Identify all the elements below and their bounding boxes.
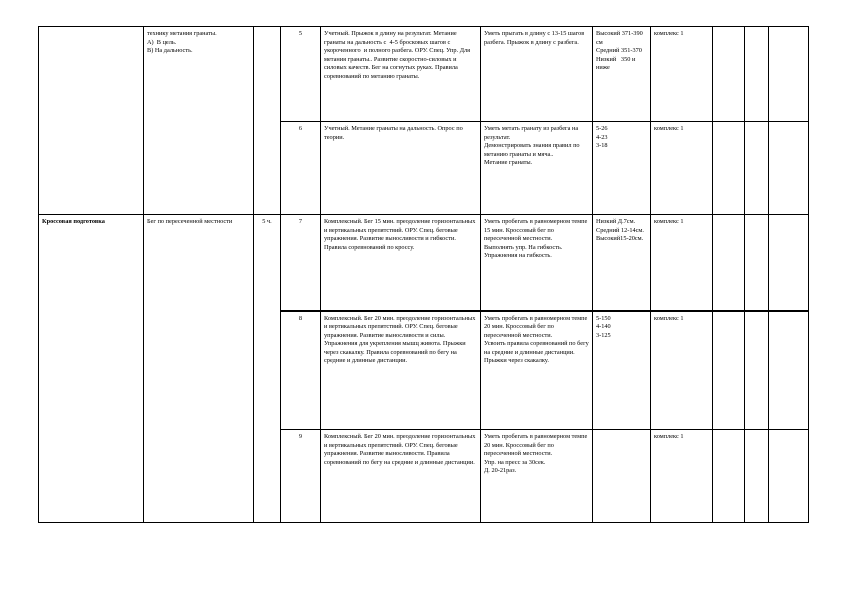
table-row (39, 215, 809, 311)
lesson-number-cell: 7 (281, 215, 321, 311)
control-cell: комплекс 1 (651, 430, 713, 523)
empty-cell (713, 122, 745, 215)
requirements-cell: Уметь прыгать в длину с 13-15 шагов разбега. Прыжок в длину с разбега. (481, 27, 593, 122)
topic-cell: Бег по пересеченной местности (144, 215, 254, 523)
control-cell: комплекс 1 (651, 27, 713, 122)
section-cell (39, 27, 144, 215)
lesson-number-cell: 6 (281, 122, 321, 215)
empty-cell (713, 215, 745, 311)
lesson-number-cell: 8 (281, 311, 321, 430)
lesson-content-cell: Комплексный. Бег 20 мин. преодоление горизонтальных и вертикальных препятствий. ОРУ. Спец. беговые упражнения. Развитие выносливости и силы. Упражнения для укрепления мышц живота. Прыжки через скакалку. Правила соревнований по бегу на средние и длинные дистанции. (321, 311, 481, 430)
lesson-plan-table (38, 26, 809, 523)
empty-cell (745, 27, 769, 122)
norms-cell: 5-26 4-23 3-18 (593, 122, 651, 215)
requirements-cell: Уметь пробегать в равномерном темпе 15 мин. Кроссовый бег по пересеченной местности. Выполнять упр. На гибкость. Упражнения на гибкость. (481, 215, 593, 311)
empty-cell (713, 311, 745, 430)
norms-cell: Высокий 371-390 см Средний 351-370 Низкий 350 и ниже (593, 27, 651, 122)
empty-cell (769, 430, 809, 523)
empty-cell (745, 215, 769, 311)
lesson-content-cell: Учетный. Метание гранаты на дальность. Опрос по теории. (321, 122, 481, 215)
lesson-number-cell: 5 (281, 27, 321, 122)
empty-cell (745, 122, 769, 215)
empty-cell (745, 430, 769, 523)
requirements-cell: Уметь пробегать в равномерном темпе 20 мин. Кроссовый бег по пересеченной местности. Упр. на пресс за 30сек. Д. 20-21раз. (481, 430, 593, 523)
empty-cell (769, 122, 809, 215)
section-cell: Кроссовая подготовка (39, 215, 144, 523)
control-cell: комплекс 1 (651, 215, 713, 311)
norms-cell: Низкий Д.7см. Средний 12-14см. Высокий15-20см. (593, 215, 651, 311)
control-cell: комплекс 1 (651, 311, 713, 430)
table-row (39, 27, 809, 122)
lesson-content-cell: Комплексный. Бег 20 мин. преодоление горизонтальных и вертикальных препятствий. ОРУ. Спец. беговые упражнения. Развитие выносливости. Правила соревнований по бегу на средние и длинные дистанции. (321, 430, 481, 523)
hours-cell: 5 ч. (254, 215, 281, 523)
requirements-cell: Уметь пробегать в равномерном темпе 20 мин. Кроссовый бег по пересеченной местности. Усвоить правила соревнований по бегу на средние и длинные дистанции. Прыжки через скакалку. (481, 311, 593, 430)
hours-cell (254, 27, 281, 215)
control-cell: комплекс 1 (651, 122, 713, 215)
requirements-cell: Уметь метать гранату из разбега на результат. Демонстрировать знания правил по метанию гранаты и мяча.. Метание гранаты. (481, 122, 593, 215)
lesson-content-cell: Учетный. Прыжок в длину на результат. Метание гранаты на дальность с 4-5 бросковых шагов с укороченного и полного разбега. ОРУ. Спец. Упр. Для метания гранаты.. Развитие скоростно-силовых и силовых качеств. Бег на согнутых руках. Правила соревнований по метанию гранаты. (321, 27, 481, 122)
norms-cell: 5-150 4-140 3-125 (593, 311, 651, 430)
empty-cell (769, 215, 809, 311)
empty-cell (769, 311, 809, 430)
empty-cell (713, 27, 745, 122)
topic-cell: технику метания гранаты. А) В цель. В) На дальность. (144, 27, 254, 215)
empty-cell (769, 27, 809, 122)
empty-cell (713, 430, 745, 523)
lesson-content-cell: Комплексный. Бег 15 мин. преодоление горизонтальных и вертикальных препятствий. ОРУ. Спец. беговые упражнения. Развитие выносливости и гибкости. Правила соревнований по кроссу. (321, 215, 481, 311)
norms-cell (593, 430, 651, 523)
lesson-number-cell: 9 (281, 430, 321, 523)
empty-cell (745, 311, 769, 430)
